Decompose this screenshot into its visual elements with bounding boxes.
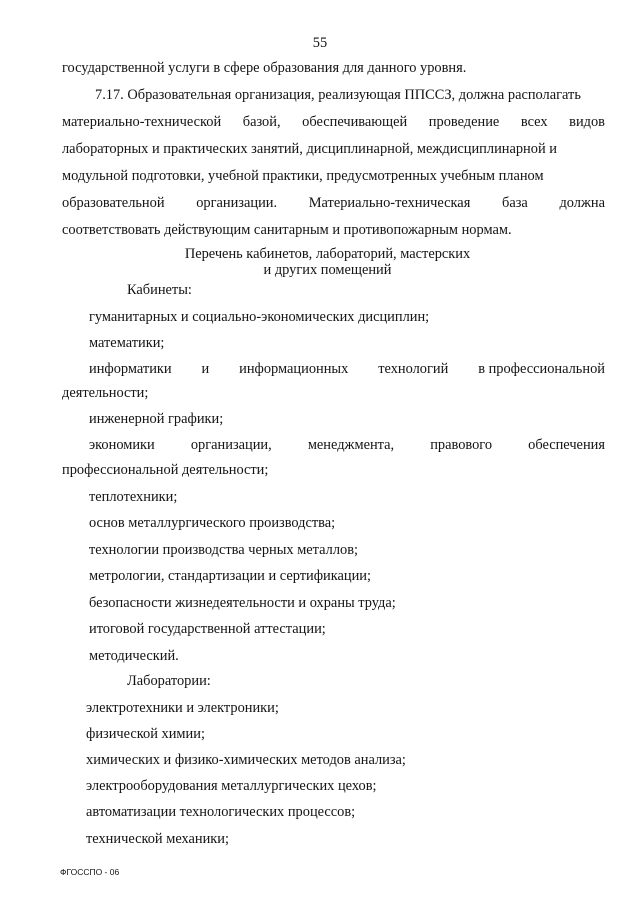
list-item: итоговой государственной аттестации; (89, 621, 326, 637)
word: Материально-техническая (308, 195, 471, 211)
page-number: 55 (312, 35, 328, 51)
word: база (502, 195, 528, 211)
list-item: безопасности жизнедеятельности и охраны труда; (89, 595, 396, 611)
list-item: технической механики; (86, 831, 229, 847)
cabinets-heading: Кабинеты: (127, 282, 192, 298)
word: организации. (196, 195, 278, 211)
paragraph-line: 7.17. Образовательная организация, реализующая ППССЗ, должна располагать (95, 87, 581, 103)
list-item-continuation: профессиональной деятельности; (62, 462, 269, 478)
word: материально-технической (62, 114, 222, 130)
list-item: гуманитарных и социально-экономических дисциплин; (89, 309, 430, 325)
list-item: инженерной графики; (89, 411, 224, 427)
word: технологий (378, 361, 449, 377)
paragraph-line-justified (62, 114, 605, 131)
labs-heading: Лаборатории: (127, 673, 211, 689)
intro-line: государственной услуги в сфере образования для данного уровня. (62, 60, 467, 76)
list-item: химических и физико-химических методов анализа; (86, 752, 406, 768)
word: базой, (242, 114, 281, 130)
word: в профессиональной (478, 361, 605, 377)
paragraph-line: соответствовать действующим санитарным и противопожарным нормам. (62, 222, 512, 238)
word: проведение (428, 114, 500, 130)
list-item: технологии производства черных металлов; (89, 542, 359, 558)
word: экономики (89, 437, 155, 453)
word: должна (559, 195, 605, 211)
list-item: методический. (89, 648, 179, 664)
list-item-continuation: деятельности; (62, 385, 149, 401)
list-item: метрологии, стандартизации и сертификации; (89, 568, 371, 584)
list-item: автоматизации технологических процессов; (86, 804, 356, 820)
list-item-justified (89, 361, 605, 378)
paragraph-line: модульной подготовки, учебной практики, предусмотренных учебным планом (62, 168, 544, 184)
list-item: основ металлургического производства; (89, 515, 336, 531)
list-item: электротехники и электроники; (86, 700, 279, 716)
footer-code: ФГОССПО - 06 (60, 867, 120, 877)
word: и (201, 361, 210, 377)
list-title-line-2: и других помещений (263, 262, 392, 278)
word: менеджмента, (307, 437, 395, 453)
list-item: физической химии; (86, 726, 205, 742)
list-item: теплотехники; (89, 489, 178, 505)
word: обеспечивающей (302, 114, 408, 130)
list-item: электрооборудования металлургических цехов; (86, 778, 377, 794)
word: информатики (89, 361, 172, 377)
word: всех (520, 114, 548, 130)
word: организации, (190, 437, 272, 453)
list-item-justified (89, 437, 605, 454)
paragraph-line: лабораторных и практических занятий, дисциплинарной, междисциплинарной и (62, 141, 557, 157)
list-item: математики; (89, 335, 165, 351)
word: правового (430, 437, 493, 453)
word: видов (569, 114, 605, 130)
word: образовательной (62, 195, 165, 211)
word: обеспечения (528, 437, 605, 453)
list-title-line-1: Перечень кабинетов, лабораторий, мастерских (184, 246, 471, 262)
word: информационных (239, 361, 349, 377)
paragraph-line-justified (62, 195, 605, 212)
